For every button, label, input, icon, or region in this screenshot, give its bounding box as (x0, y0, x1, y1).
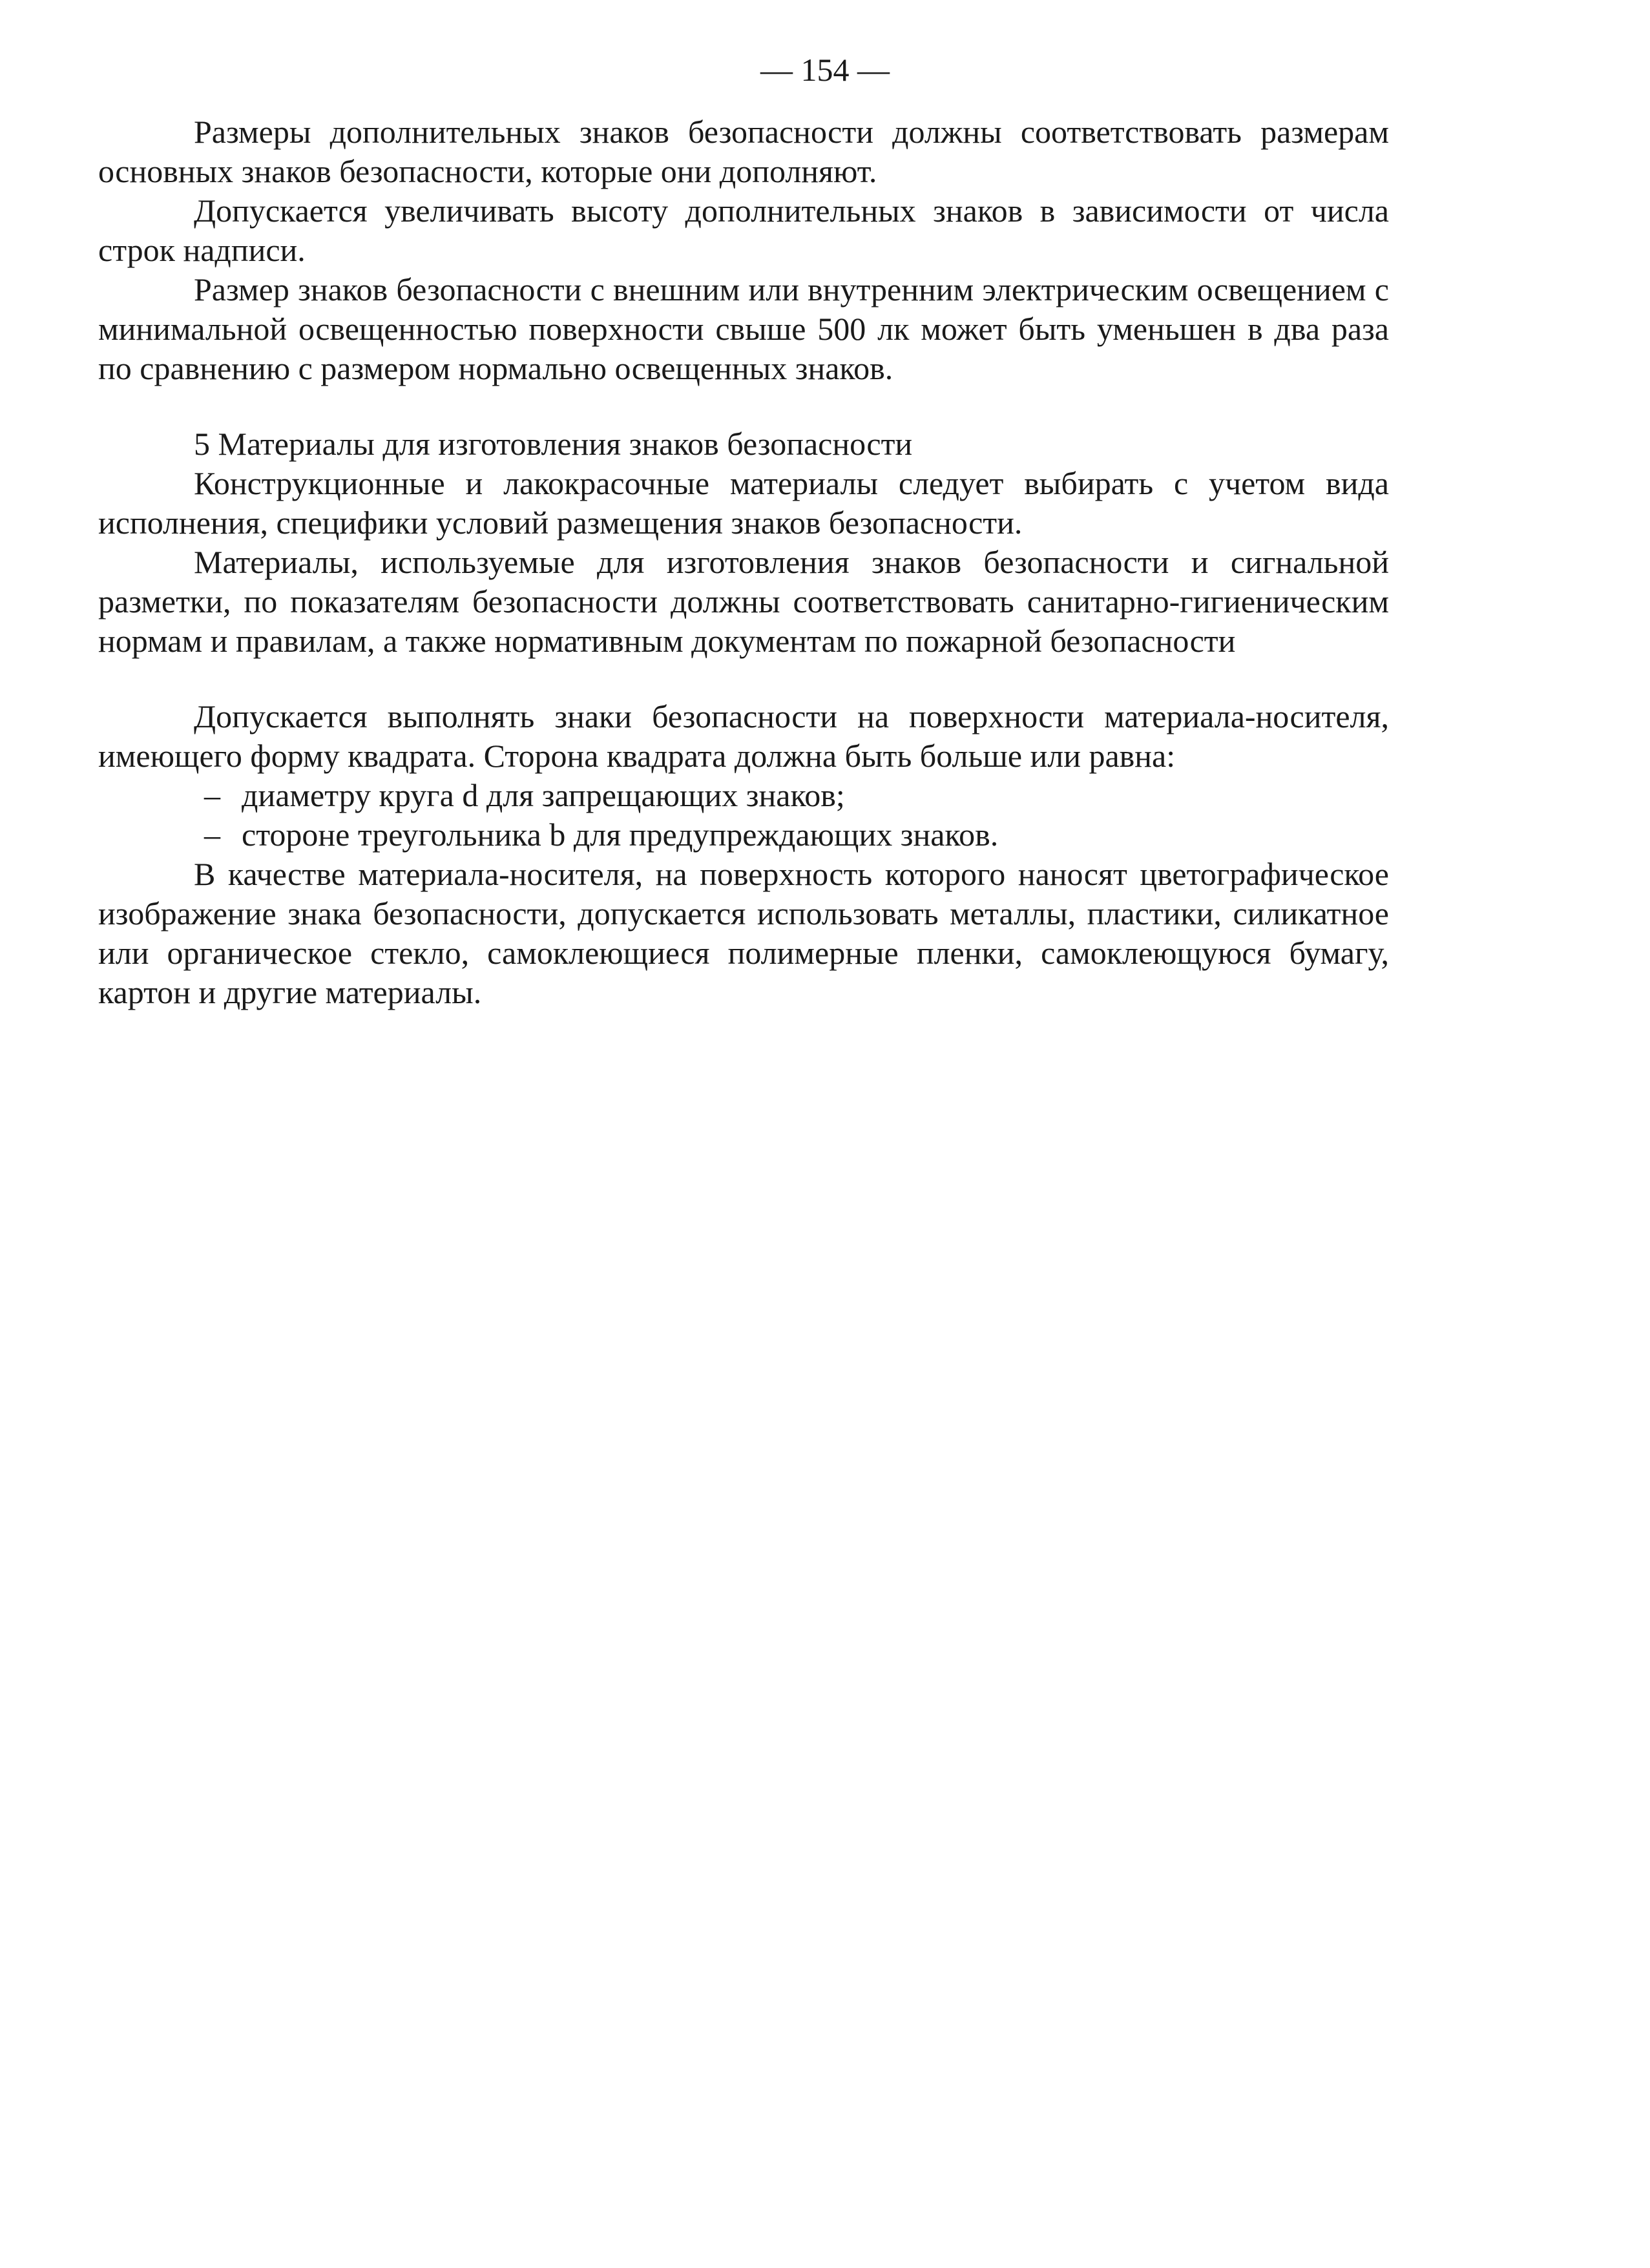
list-item-text: стороне треугольника b для предупреждающих знаков. (242, 817, 999, 853)
paragraph-square-carrier: Допускается выполнять знаки безопасности на поверхности материала-носителя, имеющего форму квадрата. Сторона квадрата должна быть больше или равна: (98, 698, 1389, 774)
paragraph-material-safety-requirements: Материалы, используемые для изготовления знаков безопасности и сигнальной разметки, по показателям безопасности должны соответствовать санитарно-гигиеническим нормам и правилам, а также нормативным документам по пожарной безопасности (98, 544, 1389, 659)
paragraph-carrier-materials: В качестве материала-носителя, на поверхность которого наносят цветографическое изображение знака безопасности, допускается использовать металлы, пластики, силикатное или органическое стекло, самоклеющиеся полимерные пленки, самоклеющуюся бумагу, картон и другие материалы. (98, 856, 1389, 1010)
paragraph-supplementary-sign-height: Допускается увеличивать высоту дополнительных знаков в зависимости от числа строк надписи. (98, 192, 1389, 268)
list-item (98, 776, 1389, 815)
list-item-text: диаметру круга d для запрещающих знаков; (242, 777, 845, 813)
paragraph-supplementary-sign-size: Размеры дополнительных знаков безопасности должны соответствовать размерам основных знаков безопасности, которые они дополняют. (98, 114, 1389, 189)
paragraph-construction-materials: Конструкционные и лакокрасочные материалы следует выбирать с учетом вида исполнения, специфики условий размещения знаков безопасности. (98, 465, 1389, 541)
section-heading: 5 Материалы для изготовления знаков безопасности (194, 426, 913, 462)
document-body (98, 112, 1389, 1012)
page-number: — 154 — (760, 52, 890, 88)
side-length-list (98, 776, 1389, 855)
list-item (98, 815, 1389, 855)
paragraph-illuminated-sign-size: Размер знаков безопасности с внешним или внутренним электрическим освещением с минимальной освещенностью поверхности свыше 500 лк может быть уменьшен в два раза по сравнению с размером нормально освещенных знаков. (98, 271, 1389, 386)
list-dash: – (204, 817, 220, 853)
list-dash: – (204, 777, 220, 813)
